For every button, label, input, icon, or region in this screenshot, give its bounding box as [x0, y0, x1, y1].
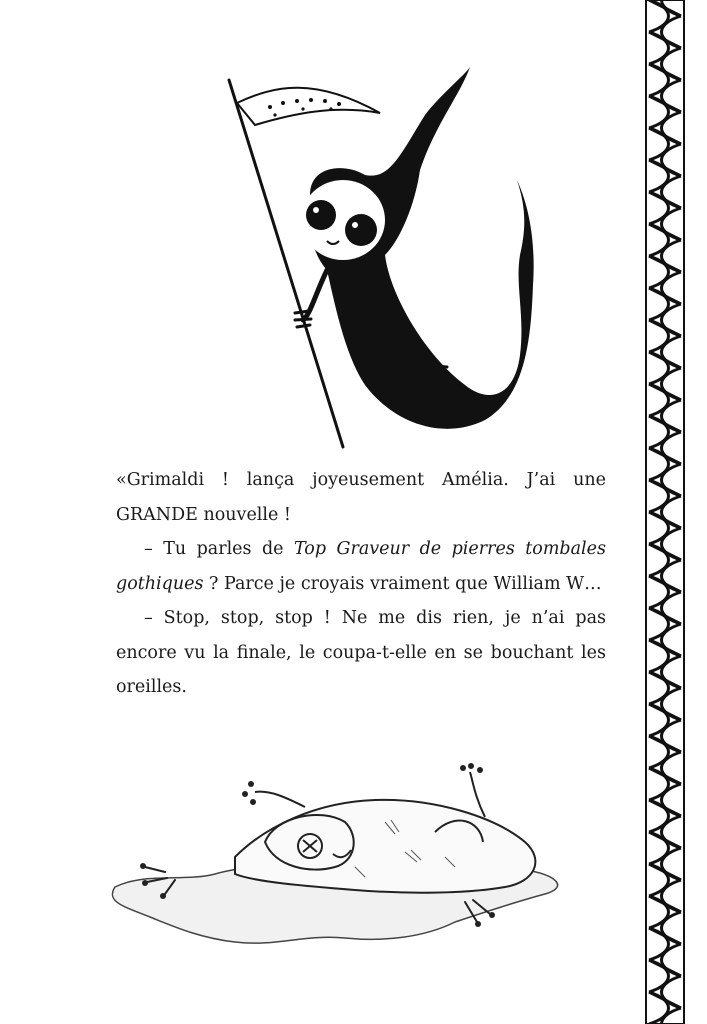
celtic-knot-border	[645, 0, 685, 1024]
story-text	[116, 463, 606, 705]
paragraph-2-lead: – Tu parles de	[144, 539, 294, 559]
ghost-illustration	[215, 55, 545, 455]
frog-arm-right	[470, 772, 485, 817]
paragraph-1	[116, 463, 606, 532]
ghost-eye-right	[345, 214, 377, 246]
paragraph-3-text: – Stop, stop, stop ! Ne me dis rien, je n’ai pas encore vu la finale, le coupa-t-elle en se bouchant les oreilles.	[116, 608, 606, 697]
ghost-eye-left	[306, 200, 336, 230]
flag-pennant	[237, 88, 380, 125]
paragraph-3	[116, 601, 606, 705]
paragraph-2-rest: ? Parce je croyais vraiment que William W…	[203, 573, 602, 594]
show-title: Top Graveur de pierres tombales gothiques	[116, 539, 606, 594]
paragraph-1-text: «Grimaldi ! lança joyeusement Amélia. J’ai une GRANDE nouvelle !	[116, 470, 606, 525]
frog-arm-left	[255, 792, 305, 807]
frog-illustration	[105, 762, 575, 962]
paragraph-2	[116, 532, 606, 601]
